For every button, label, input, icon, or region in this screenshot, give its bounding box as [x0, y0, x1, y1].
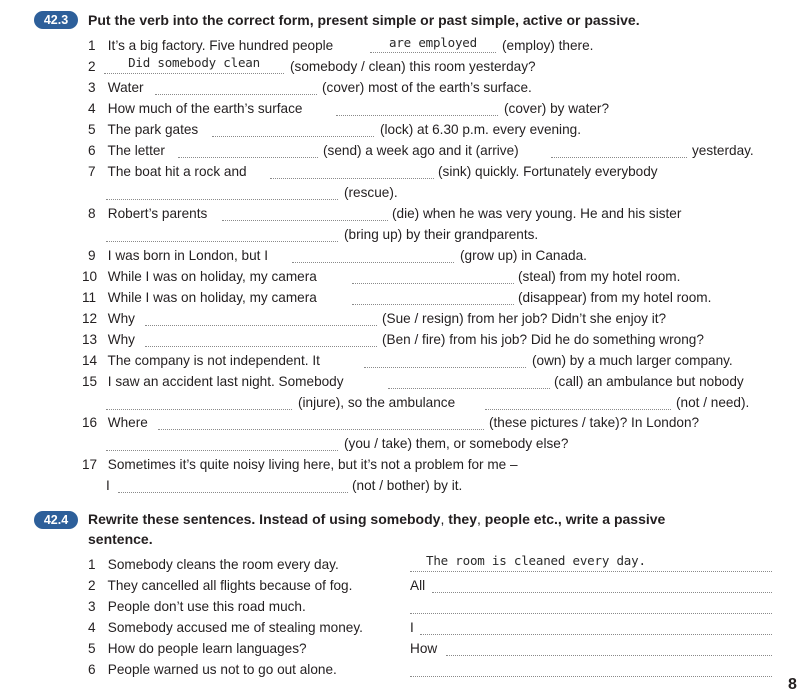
rewrite-item-6: 6 People warned us not to go out alone. [88, 662, 337, 677]
answer-field-6a[interactable] [178, 156, 318, 158]
item-11: 11 While I was on holiday, my camera [82, 290, 317, 305]
answer-field-14[interactable] [364, 366, 526, 368]
answer-field-17[interactable] [118, 491, 348, 493]
answer-field-15b[interactable] [106, 408, 292, 410]
item-13: 13 Why [82, 332, 135, 347]
answer-field-3[interactable] [155, 93, 317, 95]
rewrite-answer-5[interactable] [446, 654, 772, 656]
item-17-rest: (not / bother) by it. [352, 478, 463, 493]
item-3-rest: (cover) most of the earth’s surface. [322, 80, 532, 95]
answer-field-4[interactable] [336, 114, 498, 116]
item-15: 15 I saw an accident last night. Somebody [82, 374, 344, 389]
answer-field-8b[interactable] [106, 240, 338, 242]
item-16: 16 Where [82, 415, 148, 430]
item-12: 12 Why [82, 311, 135, 326]
answer-field-7b[interactable] [106, 198, 338, 200]
item-9: 9 I was born in London, but I [88, 248, 268, 263]
item-12-rest: (Sue / resign) from her job? Didn’t she enjoy it? [382, 311, 667, 326]
item-17: 17 Sometimes it’s quite noisy living here, but it’s not a problem for me – [82, 457, 518, 472]
item-8-mid: (die) when he was very young. He and his sister [392, 206, 682, 221]
item-13-rest: (Ben / fire) from his job? Did he do something wrong? [382, 332, 704, 347]
item-16-mid: (these pictures / take)? In London? [489, 415, 700, 430]
exercise-instruction-42-3: Put the verb into the correct form, present simple or past simple, active or passive. [88, 12, 640, 28]
rewrite-answer-1[interactable]: The room is cleaned every day. [426, 553, 646, 568]
item-7-mid: (sink) quickly. Fortunately everybody [438, 164, 658, 179]
item-11-rest: (disappear) from my hotel room. [518, 290, 712, 305]
exercise-badge-42-3: 42.3 [34, 11, 78, 29]
answer-field-1[interactable]: are employed [389, 35, 477, 50]
rewrite-answer-4[interactable] [420, 633, 772, 635]
item-14-rest: (own) by a much larger company. [532, 353, 733, 368]
exercise-instruction-42-4-line2: sentence. [88, 531, 153, 547]
gap-1 [370, 51, 496, 53]
exercise-instruction-42-4: Rewrite these sentences. Instead of using somebody, they, people etc., write a passive [88, 511, 666, 527]
item-3: 3 Water [88, 80, 144, 95]
answer-field-16b[interactable] [106, 449, 338, 451]
item-5-rest: (lock) at 6.30 p.m. every evening. [380, 122, 581, 137]
answer-field-9[interactable] [292, 261, 454, 263]
item-10-rest: (steal) from my hotel room. [518, 269, 681, 284]
item-8-rest: (bring up) by their grandparents. [344, 227, 539, 242]
item-1: 1 It’s a big factory. Five hundred people [88, 38, 334, 53]
rewrite-answer-6[interactable] [410, 675, 772, 677]
item-15-rest: (not / need). [676, 395, 750, 410]
rewrite-gap-1 [410, 570, 772, 572]
rewrite-item-1: 1 Somebody cleans the room every day. [88, 557, 339, 572]
gap-2 [104, 72, 284, 74]
answer-field-15c[interactable] [485, 408, 671, 410]
answer-field-8a[interactable] [222, 219, 388, 221]
item-4: 4 How much of the earth’s surface [88, 101, 303, 116]
item-8: 8 Robert’s parents [88, 206, 208, 221]
answer-field-11[interactable] [352, 303, 514, 305]
item-7: 7 The boat hit a rock and [88, 164, 247, 179]
rewrite-item-4: 4 Somebody accused me of stealing money. [88, 620, 363, 635]
answer-field-5[interactable] [212, 135, 374, 137]
item-14: 14 The company is not independent. It [82, 353, 320, 368]
answer-field-7a[interactable] [270, 177, 434, 179]
item-15-mid2: (injure), so the ambulance [298, 395, 456, 410]
item-6-mid: (send) a week ago and it (arrive) [323, 143, 519, 158]
item-10: 10 While I was on holiday, my camera [82, 269, 317, 284]
answer-field-13[interactable] [145, 345, 377, 347]
rewrite-answer-2[interactable] [432, 591, 772, 593]
rewrite-start-5: How [410, 641, 438, 656]
item-16-rest: (you / take) them, or somebody else? [344, 436, 569, 451]
item-9-rest: (grow up) in Canada. [460, 248, 587, 263]
item-2: 2 [88, 59, 96, 74]
answer-field-16a[interactable] [158, 428, 484, 430]
answer-field-2[interactable]: Did somebody clean [128, 55, 260, 70]
answer-field-15a[interactable] [388, 387, 550, 389]
rewrite-item-2: 2 They cancelled all flights because of fog. [88, 578, 353, 593]
exercise-badge-42-4: 42.4 [34, 511, 78, 529]
rewrite-start-2: All [410, 578, 426, 593]
page-number: 8 [788, 676, 797, 693]
rewrite-answer-3[interactable] [410, 612, 772, 614]
rewrite-item-5: 5 How do people learn languages? [88, 641, 307, 656]
item-17-subject: I [106, 478, 110, 493]
item-5: 5 The park gates [88, 122, 199, 137]
item-1-rest: (employ) there. [502, 38, 594, 53]
answer-field-12[interactable] [145, 324, 377, 326]
item-7-rest: (rescue). [344, 185, 398, 200]
item-6-rest: yesterday. [692, 143, 754, 158]
item-4-rest: (cover) by water? [504, 101, 610, 116]
rewrite-item-3: 3 People don’t use this road much. [88, 599, 306, 614]
answer-field-6b[interactable] [551, 156, 687, 158]
item-15-mid: (call) an ambulance but nobody [554, 374, 744, 389]
answer-field-10[interactable] [352, 282, 514, 284]
item-2-rest: (somebody / clean) this room yesterday? [290, 59, 536, 74]
item-6: 6 The letter [88, 143, 165, 158]
rewrite-start-4: I [410, 620, 414, 635]
